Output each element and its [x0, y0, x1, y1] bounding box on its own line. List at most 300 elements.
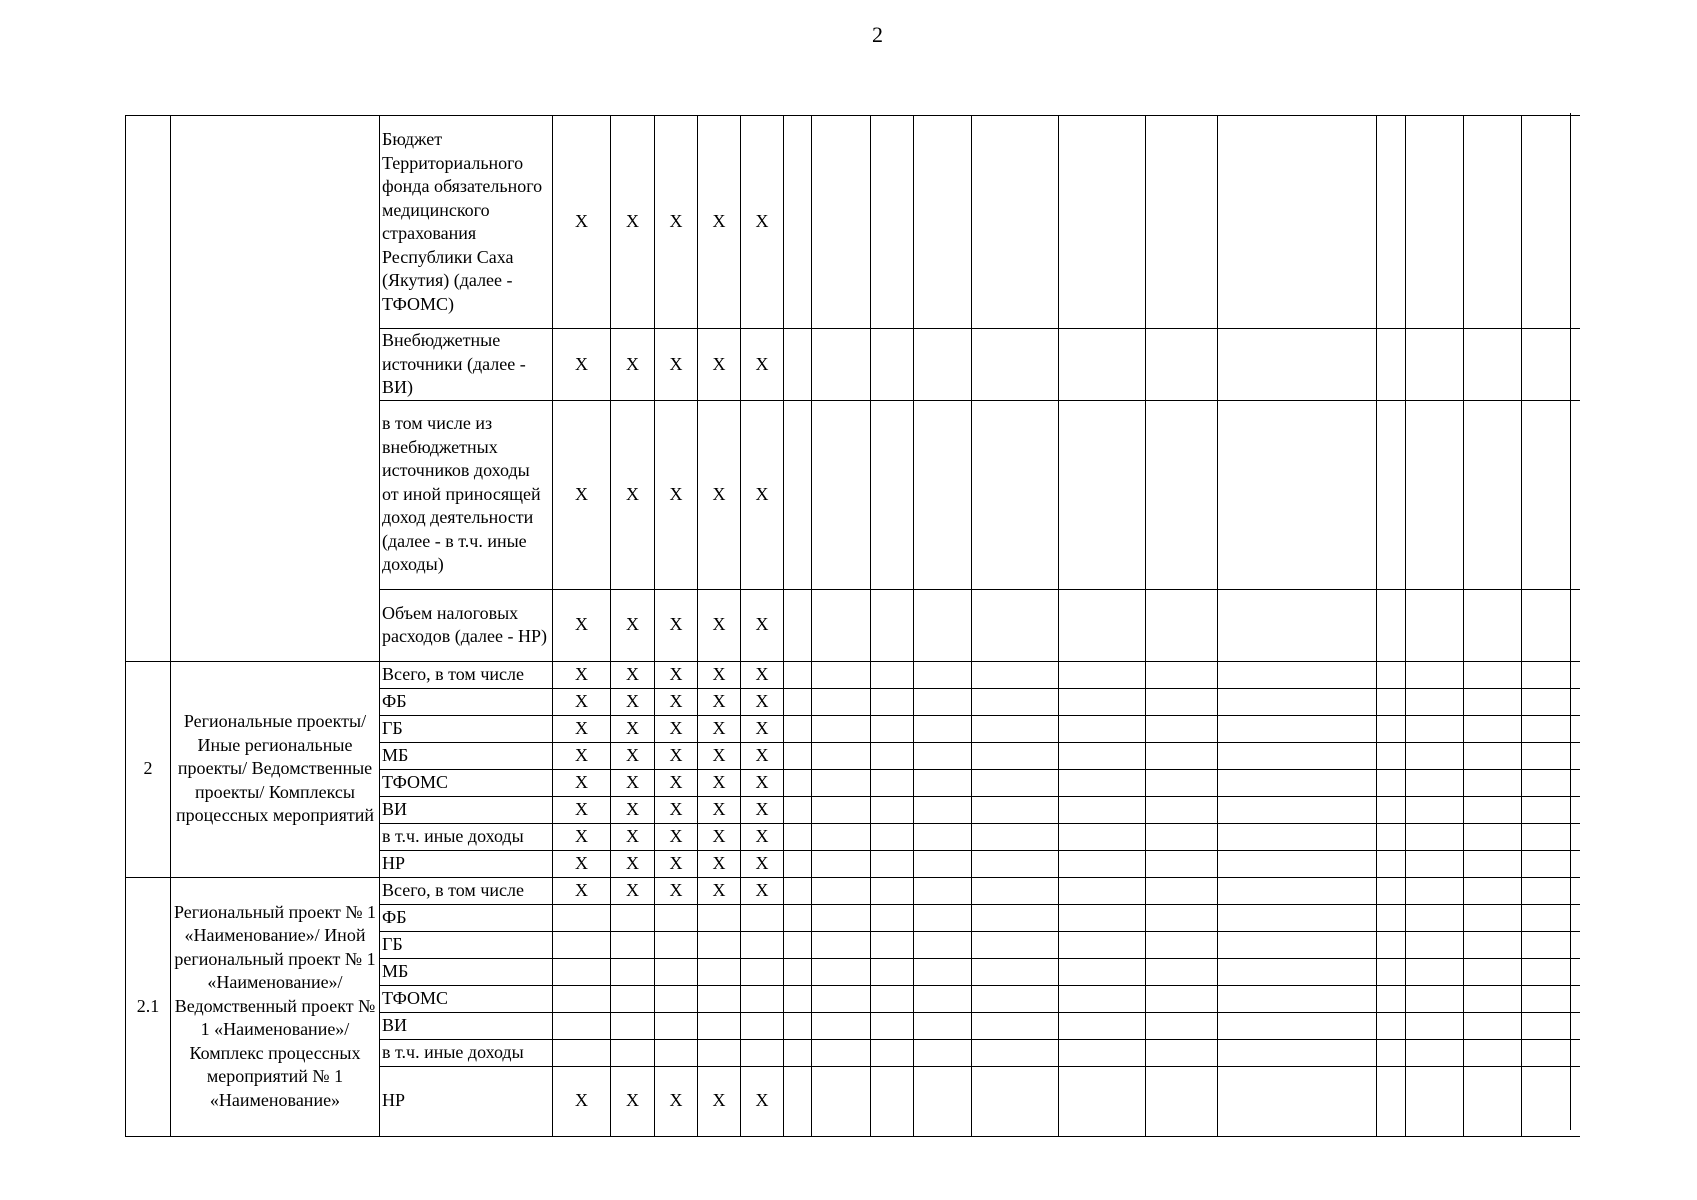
empty-value-cell — [1377, 1066, 1406, 1136]
x-mark-cell: X — [655, 589, 698, 661]
empty-value-cell — [1059, 116, 1146, 329]
x-mark-cell: X — [698, 329, 741, 401]
empty-value-cell — [812, 329, 871, 401]
x-mark-cell: X — [698, 400, 741, 589]
empty-value-cell — [1146, 1039, 1218, 1066]
empty-value-cell — [1146, 904, 1218, 931]
x-mark-cell: X — [741, 661, 784, 688]
x-mark-cell — [553, 985, 611, 1012]
empty-value-cell — [784, 742, 812, 769]
empty-value-cell — [871, 877, 914, 904]
x-mark-cell: X — [698, 688, 741, 715]
empty-value-cell — [871, 116, 914, 329]
empty-value-cell — [812, 796, 871, 823]
budget-table — [125, 115, 1580, 1137]
x-mark-cell: X — [611, 877, 655, 904]
x-mark-cell — [698, 958, 741, 985]
x-mark-cell: X — [553, 400, 611, 589]
empty-value-cell — [871, 400, 914, 589]
empty-value-cell — [1377, 589, 1406, 661]
x-mark-cell — [553, 1012, 611, 1039]
empty-value-cell — [972, 742, 1059, 769]
empty-value-cell — [784, 958, 812, 985]
empty-value-cell — [914, 931, 972, 958]
empty-value-cell — [1464, 769, 1522, 796]
x-mark-cell: X — [611, 589, 655, 661]
x-mark-cell: X — [698, 589, 741, 661]
empty-value-cell — [1377, 329, 1406, 401]
empty-value-cell — [1406, 1039, 1464, 1066]
empty-value-cell — [1059, 715, 1146, 742]
empty-value-cell — [1218, 589, 1377, 661]
x-mark-cell: X — [698, 796, 741, 823]
x-mark-cell — [698, 904, 741, 931]
empty-value-cell — [1406, 661, 1464, 688]
x-mark-cell: X — [611, 769, 655, 796]
empty-value-cell — [914, 769, 972, 796]
empty-value-cell — [1406, 589, 1464, 661]
x-mark-cell: X — [611, 715, 655, 742]
empty-value-cell — [1377, 116, 1406, 329]
x-mark-cell — [741, 931, 784, 958]
empty-value-cell — [1218, 116, 1377, 329]
section-number: 2 — [126, 661, 171, 877]
empty-value-cell — [812, 742, 871, 769]
empty-value-cell — [871, 715, 914, 742]
empty-value-cell — [1406, 958, 1464, 985]
empty-value-cell — [1059, 985, 1146, 1012]
x-mark-cell — [655, 931, 698, 958]
empty-value-cell — [812, 589, 871, 661]
empty-value-cell — [871, 1066, 914, 1136]
x-mark-cell — [611, 931, 655, 958]
empty-value-cell — [812, 1039, 871, 1066]
x-mark-cell: X — [698, 877, 741, 904]
empty-value-cell — [1059, 329, 1146, 401]
empty-value-cell — [871, 1012, 914, 1039]
empty-value-cell — [972, 796, 1059, 823]
empty-value-cell — [1406, 904, 1464, 931]
funding-source-label: ТФОМС — [380, 985, 553, 1012]
empty-value-cell — [871, 661, 914, 688]
empty-value-cell — [871, 823, 914, 850]
empty-value-cell — [1146, 931, 1218, 958]
empty-value-cell — [1377, 742, 1406, 769]
empty-value-cell — [1406, 329, 1464, 401]
empty-value-cell — [1377, 1039, 1406, 1066]
empty-value-cell — [914, 400, 972, 589]
empty-value-cell — [812, 1012, 871, 1039]
x-mark-cell: X — [741, 769, 784, 796]
empty-value-cell — [972, 329, 1059, 401]
empty-value-cell — [972, 400, 1059, 589]
x-mark-cell — [611, 1012, 655, 1039]
x-mark-cell — [698, 1012, 741, 1039]
x-mark-cell: X — [741, 850, 784, 877]
x-mark-cell — [611, 958, 655, 985]
empty-value-cell — [1464, 329, 1522, 401]
empty-value-cell — [784, 823, 812, 850]
empty-value-cell — [914, 958, 972, 985]
row-number-cell — [126, 116, 171, 662]
empty-value-cell — [1377, 823, 1406, 850]
empty-value-cell — [812, 985, 871, 1012]
x-mark-cell: X — [655, 742, 698, 769]
empty-value-cell — [1218, 688, 1377, 715]
x-mark-cell: X — [655, 116, 698, 329]
empty-value-cell — [812, 1066, 871, 1136]
empty-value-cell — [784, 850, 812, 877]
empty-value-cell — [1146, 400, 1218, 589]
x-mark-cell: X — [611, 1066, 655, 1136]
x-mark-cell: X — [655, 823, 698, 850]
empty-value-cell — [1146, 589, 1218, 661]
funding-source-label: ВИ — [380, 796, 553, 823]
empty-value-cell — [1059, 769, 1146, 796]
empty-value-cell — [1059, 688, 1146, 715]
empty-value-cell — [1218, 931, 1377, 958]
x-mark-cell: X — [611, 796, 655, 823]
empty-value-cell — [871, 1039, 914, 1066]
funding-source-label: в т.ч. иные доходы — [380, 823, 553, 850]
x-mark-cell: X — [698, 1066, 741, 1136]
empty-value-cell — [972, 715, 1059, 742]
x-mark-cell — [611, 1039, 655, 1066]
empty-value-cell — [1059, 1066, 1146, 1136]
x-mark-cell: X — [553, 850, 611, 877]
empty-value-cell — [1146, 329, 1218, 401]
empty-value-cell — [914, 1066, 972, 1136]
empty-value-cell — [1406, 823, 1464, 850]
empty-value-cell — [972, 1039, 1059, 1066]
section-name: Региональный проект № 1 «Наименование»/ Иной региональный проект № 1 «Наименование»/ Ведомственный проект № 1 «Наименование»/ Комплекс процессных мероприятий № 1 «Наименование» — [171, 877, 380, 1136]
empty-value-cell — [871, 850, 914, 877]
x-mark-cell: X — [698, 823, 741, 850]
empty-value-cell — [1146, 688, 1218, 715]
empty-value-cell — [1464, 850, 1522, 877]
empty-value-cell — [784, 931, 812, 958]
empty-value-cell — [1059, 661, 1146, 688]
empty-value-cell — [812, 400, 871, 589]
empty-value-cell — [914, 796, 972, 823]
empty-value-cell — [1464, 904, 1522, 931]
x-mark-cell: X — [698, 116, 741, 329]
x-mark-cell — [698, 931, 741, 958]
x-mark-cell — [553, 958, 611, 985]
empty-value-cell — [1059, 877, 1146, 904]
empty-value-cell — [972, 877, 1059, 904]
x-mark-cell — [741, 1012, 784, 1039]
x-mark-cell: X — [698, 715, 741, 742]
empty-value-cell — [1464, 958, 1522, 985]
x-mark-cell: X — [741, 877, 784, 904]
x-mark-cell: X — [655, 400, 698, 589]
empty-value-cell — [972, 1066, 1059, 1136]
section-name: Региональные проекты/ Иные региональные проекты/ Ведомственные проекты/ Комплексы процессных мероприятий — [171, 661, 380, 877]
empty-value-cell — [1464, 823, 1522, 850]
funding-source-label: МБ — [380, 958, 553, 985]
funding-source-label: ФБ — [380, 688, 553, 715]
funding-source-label: ГБ — [380, 931, 553, 958]
x-mark-cell: X — [741, 116, 784, 329]
x-mark-cell: X — [553, 688, 611, 715]
empty-value-cell — [871, 329, 914, 401]
x-mark-cell: X — [741, 329, 784, 401]
empty-value-cell — [1464, 715, 1522, 742]
empty-value-cell — [812, 715, 871, 742]
empty-value-cell — [1218, 796, 1377, 823]
empty-value-cell — [1218, 769, 1377, 796]
empty-value-cell — [1218, 715, 1377, 742]
empty-value-cell — [1146, 958, 1218, 985]
funding-source-label: Всего, в том числе — [380, 877, 553, 904]
x-mark-cell: X — [741, 742, 784, 769]
x-mark-cell: X — [655, 877, 698, 904]
x-mark-cell: X — [698, 742, 741, 769]
empty-value-cell — [784, 688, 812, 715]
x-mark-cell — [741, 958, 784, 985]
empty-value-cell — [1059, 823, 1146, 850]
funding-source-label: ФБ — [380, 904, 553, 931]
empty-value-cell — [1406, 877, 1464, 904]
x-mark-cell: X — [741, 688, 784, 715]
empty-value-cell — [871, 958, 914, 985]
empty-value-cell — [812, 958, 871, 985]
empty-value-cell — [1406, 400, 1464, 589]
empty-value-cell — [972, 958, 1059, 985]
x-mark-cell: X — [611, 400, 655, 589]
empty-value-cell — [914, 116, 972, 329]
empty-value-cell — [914, 904, 972, 931]
empty-value-cell — [972, 116, 1059, 329]
x-mark-cell: X — [741, 796, 784, 823]
x-mark-cell: X — [553, 877, 611, 904]
empty-value-cell — [1218, 1039, 1377, 1066]
x-mark-cell: X — [611, 661, 655, 688]
funding-source-label: Бюджет Территориального фонда обязательного медицинского страхования Республики Саха (Якутия) (далее - ТФОМС) — [380, 116, 553, 329]
empty-value-cell — [1377, 985, 1406, 1012]
x-mark-cell: X — [655, 1066, 698, 1136]
empty-value-cell — [1146, 877, 1218, 904]
funding-source-label: МБ — [380, 742, 553, 769]
empty-value-cell — [1464, 589, 1522, 661]
empty-value-cell — [1059, 400, 1146, 589]
empty-value-cell — [1146, 985, 1218, 1012]
x-mark-cell: X — [741, 400, 784, 589]
x-mark-cell — [611, 904, 655, 931]
empty-value-cell — [1377, 877, 1406, 904]
empty-value-cell — [1464, 877, 1522, 904]
funding-source-label: НР — [380, 1066, 553, 1136]
empty-value-cell — [784, 589, 812, 661]
x-mark-cell — [553, 931, 611, 958]
empty-value-cell — [914, 823, 972, 850]
empty-value-cell — [784, 877, 812, 904]
funding-source-label: ГБ — [380, 715, 553, 742]
empty-value-cell — [1059, 958, 1146, 985]
x-mark-cell: X — [553, 769, 611, 796]
empty-value-cell — [1406, 688, 1464, 715]
empty-value-cell — [1464, 796, 1522, 823]
empty-value-cell — [1146, 850, 1218, 877]
empty-value-cell — [812, 769, 871, 796]
funding-source-label: в т.ч. иные доходы — [380, 1039, 553, 1066]
empty-value-cell — [784, 1012, 812, 1039]
empty-value-cell — [1218, 823, 1377, 850]
empty-value-cell — [1406, 985, 1464, 1012]
empty-value-cell — [1146, 769, 1218, 796]
empty-value-cell — [1218, 661, 1377, 688]
empty-value-cell — [914, 715, 972, 742]
empty-value-cell — [812, 850, 871, 877]
empty-value-cell — [871, 688, 914, 715]
empty-value-cell — [784, 1066, 812, 1136]
x-mark-cell: X — [655, 769, 698, 796]
empty-value-cell — [1146, 823, 1218, 850]
right-edge-line — [1570, 113, 1571, 1130]
empty-value-cell — [1406, 1012, 1464, 1039]
empty-value-cell — [871, 589, 914, 661]
x-mark-cell: X — [655, 329, 698, 401]
x-mark-cell — [553, 1039, 611, 1066]
empty-value-cell — [914, 742, 972, 769]
empty-value-cell — [1377, 1012, 1406, 1039]
x-mark-cell — [655, 1012, 698, 1039]
empty-value-cell — [1146, 116, 1218, 329]
empty-value-cell — [1406, 715, 1464, 742]
section-number: 2.1 — [126, 877, 171, 1136]
x-mark-cell: X — [611, 742, 655, 769]
empty-value-cell — [1406, 116, 1464, 329]
x-mark-cell: X — [553, 661, 611, 688]
empty-value-cell — [784, 904, 812, 931]
empty-value-cell — [784, 661, 812, 688]
x-mark-cell: X — [553, 116, 611, 329]
x-mark-cell: X — [553, 796, 611, 823]
empty-value-cell — [812, 877, 871, 904]
x-mark-cell — [655, 904, 698, 931]
x-mark-cell: X — [655, 715, 698, 742]
empty-value-cell — [1464, 1039, 1522, 1066]
x-mark-cell: X — [553, 589, 611, 661]
empty-value-cell — [1059, 850, 1146, 877]
empty-value-cell — [972, 661, 1059, 688]
x-mark-cell: X — [553, 329, 611, 401]
x-mark-cell: X — [553, 715, 611, 742]
x-mark-cell — [741, 904, 784, 931]
funding-source-label: Внебюджетные источники (далее - ВИ) — [380, 329, 553, 401]
empty-value-cell — [812, 931, 871, 958]
empty-value-cell — [812, 661, 871, 688]
empty-value-cell — [784, 715, 812, 742]
empty-value-cell — [972, 1012, 1059, 1039]
empty-value-cell — [871, 904, 914, 931]
empty-value-cell — [972, 769, 1059, 796]
empty-value-cell — [1218, 850, 1377, 877]
empty-value-cell — [1059, 1012, 1146, 1039]
empty-value-cell — [914, 1039, 972, 1066]
empty-value-cell — [972, 850, 1059, 877]
x-mark-cell — [655, 1039, 698, 1066]
x-mark-cell: X — [698, 661, 741, 688]
x-mark-cell: X — [611, 116, 655, 329]
empty-value-cell — [1377, 769, 1406, 796]
empty-value-cell — [871, 796, 914, 823]
funding-source-label: ВИ — [380, 1012, 553, 1039]
x-mark-cell — [655, 958, 698, 985]
empty-value-cell — [1464, 742, 1522, 769]
empty-value-cell — [1464, 1012, 1522, 1039]
empty-value-cell — [1406, 796, 1464, 823]
x-mark-cell: X — [741, 715, 784, 742]
x-mark-cell — [698, 985, 741, 1012]
empty-value-cell — [1218, 400, 1377, 589]
x-mark-cell: X — [611, 329, 655, 401]
empty-value-cell — [812, 904, 871, 931]
empty-value-cell — [1059, 931, 1146, 958]
funding-source-label: ТФОМС — [380, 769, 553, 796]
empty-value-cell — [914, 661, 972, 688]
x-mark-cell: X — [655, 661, 698, 688]
empty-value-cell — [1406, 850, 1464, 877]
empty-value-cell — [871, 742, 914, 769]
empty-value-cell — [914, 985, 972, 1012]
empty-value-cell — [972, 589, 1059, 661]
empty-value-cell — [1218, 904, 1377, 931]
x-mark-cell — [698, 1039, 741, 1066]
empty-value-cell — [812, 823, 871, 850]
empty-value-cell — [1464, 985, 1522, 1012]
x-mark-cell: X — [655, 850, 698, 877]
empty-value-cell — [871, 931, 914, 958]
x-mark-cell: X — [611, 823, 655, 850]
x-mark-cell: X — [741, 589, 784, 661]
empty-value-cell — [871, 769, 914, 796]
table-row — [126, 116, 1580, 329]
empty-value-cell — [1377, 904, 1406, 931]
x-mark-cell: X — [741, 1066, 784, 1136]
empty-value-cell — [1406, 769, 1464, 796]
empty-value-cell — [914, 877, 972, 904]
empty-value-cell — [784, 985, 812, 1012]
x-mark-cell: X — [611, 850, 655, 877]
x-mark-cell: X — [655, 688, 698, 715]
funding-source-label: Объем налоговых расходов (далее - НР) — [380, 589, 553, 661]
empty-value-cell — [1218, 985, 1377, 1012]
empty-value-cell — [784, 796, 812, 823]
empty-value-cell — [1059, 589, 1146, 661]
x-mark-cell: X — [553, 1066, 611, 1136]
empty-value-cell — [784, 769, 812, 796]
empty-value-cell — [784, 1039, 812, 1066]
x-mark-cell: X — [655, 796, 698, 823]
x-mark-cell: X — [698, 850, 741, 877]
empty-value-cell — [1146, 796, 1218, 823]
empty-value-cell — [784, 116, 812, 329]
empty-value-cell — [914, 1012, 972, 1039]
empty-value-cell — [1377, 796, 1406, 823]
x-mark-cell — [655, 985, 698, 1012]
funding-source-label: НР — [380, 850, 553, 877]
funding-source-label: Всего, в том числе — [380, 661, 553, 688]
empty-value-cell — [972, 904, 1059, 931]
x-mark-cell — [741, 1039, 784, 1066]
empty-value-cell — [1464, 931, 1522, 958]
empty-value-cell — [871, 985, 914, 1012]
empty-value-cell — [1218, 329, 1377, 401]
x-mark-cell: X — [553, 742, 611, 769]
empty-value-cell — [1377, 661, 1406, 688]
